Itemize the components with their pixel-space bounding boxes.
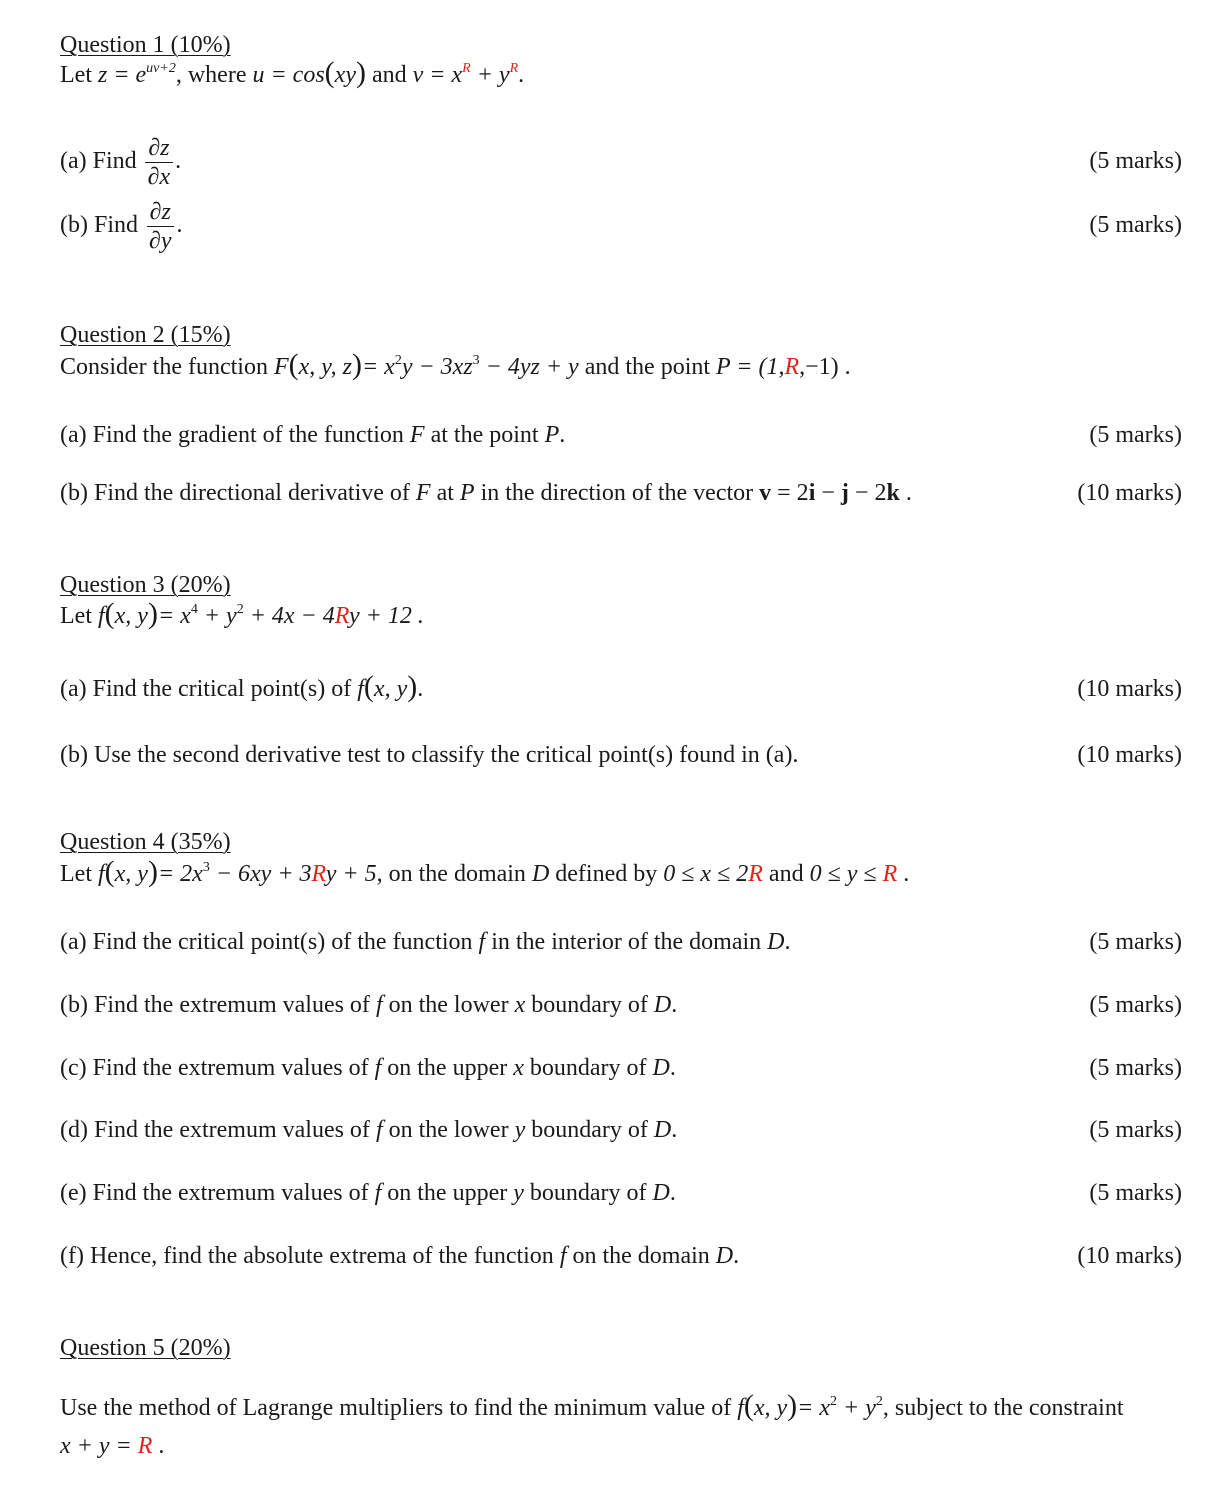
q4-e-marks: (5 marks) [1089,1180,1182,1206]
q2-b-marks: (10 marks) [1077,480,1182,506]
q3-b-marks: (10 marks) [1077,742,1182,768]
q5-statement-line1: Use the method of Lagrange multipliers to find the minimum value of f(x, $y)= x^2 + y^2$, subject to the constraint [60,1389,1124,1422]
q3-statement: Let f(x, $y)= x^4 + y^2 + 4x - 4Ry + 12$ . [60,597,424,630]
q4-a-marks: (5 marks) [1089,929,1182,955]
q2-statement: Consider the function F(x, y, $z)= x^2y - 3xz^3 - 4yz + y$ and the point P = (1,R,−1) . [60,348,851,381]
q5-constraint: x + y = R . [60,1433,165,1459]
q1-part-b: (b) Find $\frac{\partial z}{\partial y}$ . [60,199,183,254]
q4-part-b: (b) Find the extremum values of f on the lower x boundary of D. [60,992,678,1018]
q1-b-marks: (5 marks) [1089,212,1182,238]
q4-statement: Let f(x, $y)= 2x^3 - 6xy + 3Ry + 5$, on the domain D defined by 0 ≤ x ≤ 2R and 0 ≤ y ≤ R . [60,855,910,888]
q4-f-marks: (10 marks) [1077,1243,1182,1269]
q1-part-a: (a) Find $\frac{\partial z}{\partial x}$ . [60,135,182,190]
q1-statement: Let $z = e^{uv+2}$, where u = cos(xy) and $v = x^R + y^R$. [60,56,525,89]
q3-a-marks: (10 marks) [1077,676,1182,702]
q4-part-c: (c) Find the extremum values of f on the upper x boundary of D. [60,1055,676,1081]
q4-d-marks: (5 marks) [1089,1117,1182,1143]
q1-title: Question 1 (10%) [60,32,231,58]
q5-title: Question 5 (20%) [60,1335,231,1361]
q3-title: Question 3 (20%) [60,572,231,598]
q3-part-a: (a) Find the critical point(s) of f(x, y). [60,670,424,703]
q2-a-marks: (5 marks) [1089,422,1182,448]
q2-title: Question 2 (15%) [60,322,231,348]
q4-part-a: (a) Find the critical point(s) of the function f in the interior of the domain D. [60,929,791,955]
q3-part-b: (b) Use the second derivative test to classify the critical point(s) found in (a). [60,742,799,768]
q2-part-a: (a) Find the gradient of the function F at the point P. [60,422,566,448]
q4-part-e: (e) Find the extremum values of f on the upper y boundary of D. [60,1180,676,1206]
q1-a-marks: (5 marks) [1089,148,1182,174]
q4-part-f: (f) Hence, find the absolute extrema of the function f on the domain D. [60,1243,740,1269]
q2-part-b: (b) Find the directional derivative of F at P in the direction of the vector v = 2i − j − 2k . [60,480,912,506]
q4-title: Question 4 (35%) [60,829,231,855]
q4-b-marks: (5 marks) [1089,992,1182,1018]
q4-c-marks: (5 marks) [1089,1055,1182,1081]
q4-part-d: (d) Find the extremum values of f on the lower y boundary of D. [60,1117,678,1143]
